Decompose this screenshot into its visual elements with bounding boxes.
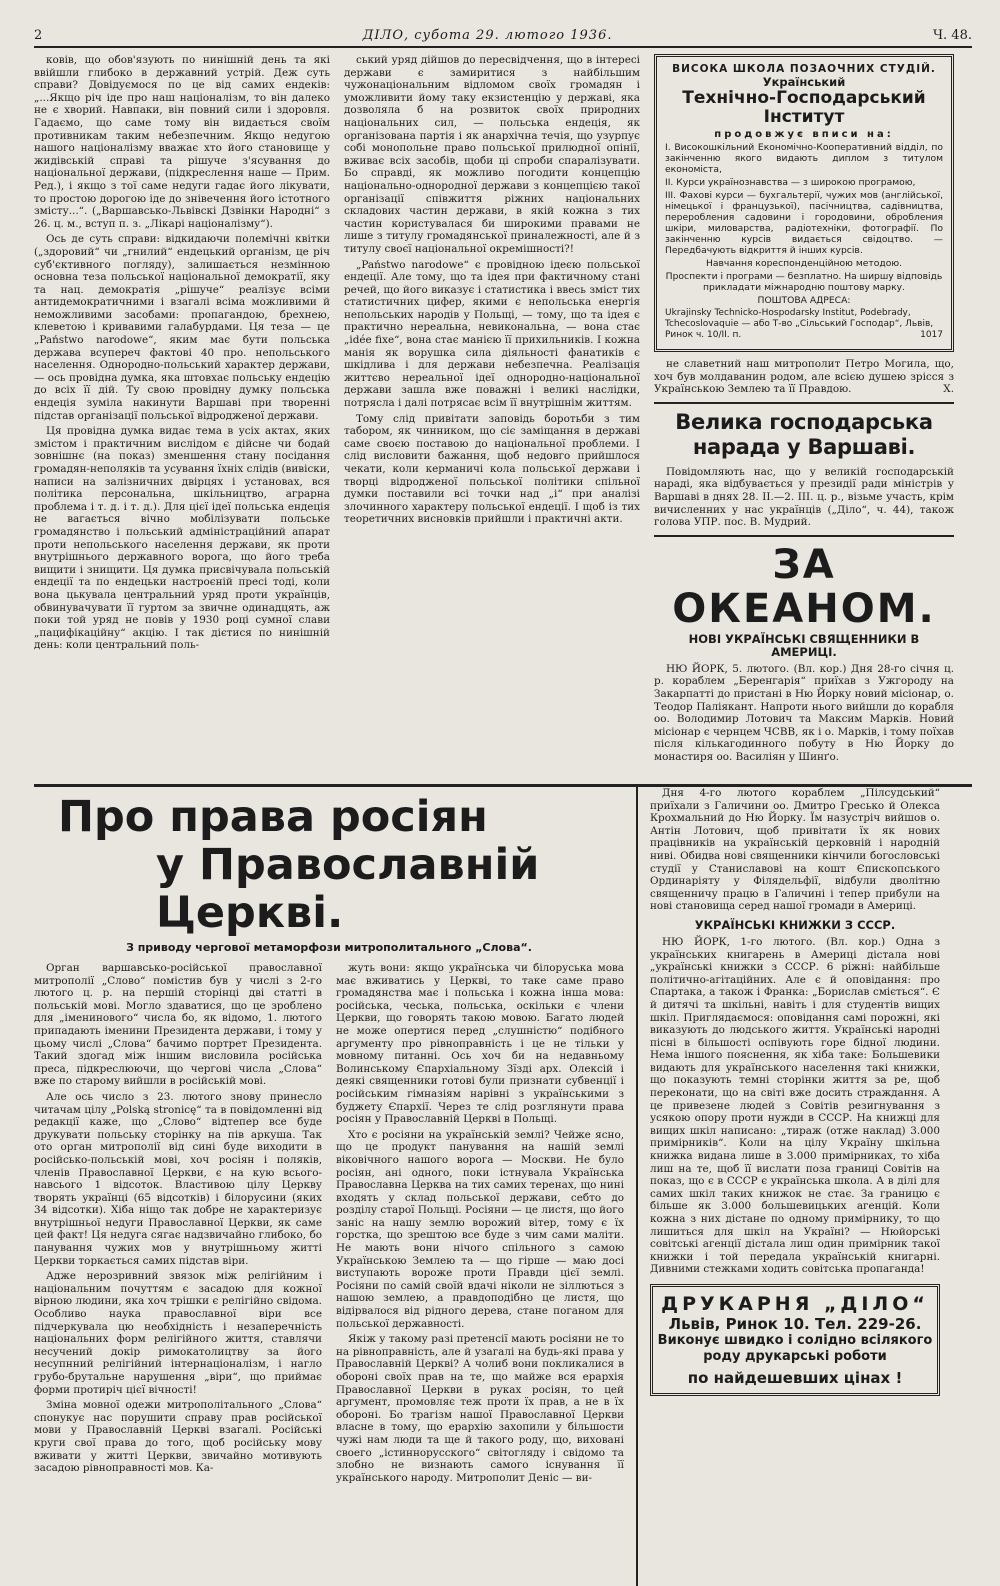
ocean-subhead-books: УКРАЇНСЬКІ КНИЖКИ З СССР. <box>694 917 896 932</box>
lead-article-col2 <box>344 54 640 780</box>
lead-article-col1 <box>34 54 330 780</box>
page-number: 2 <box>34 28 43 43</box>
ad-code: 1017 <box>920 330 943 340</box>
divider <box>654 535 954 537</box>
church-article <box>34 787 638 1586</box>
ocean-paragraph-1: НЮ ЙОРК, 5. лютого. (Вл. кор.) Дня 28-го січня ц. р. кораблем „Беренгарія“ приїхав з Ужгороду на Закарпатті до пристані в Ню Йорку новий місіонар, о. Теодор Паліякант. Напроти нього вийшли до корабля оо. Володимир Лотович та Максим Марків. Новий місіонар є чернцем ЧСВВ, як і о. Марків, і тому поїхав після кількагодинного побуту в Ню Йорку до монастиря оо. Василіян у Шинґо. <box>654 662 954 763</box>
warsaw-text: Повідомляють нас, що у великій господарській нараді, яка відбувається у президії ради міністрів у Варшаві в днях 28. II.—2. III. ц. р., візьме участь, крім вичисленних у нас українців („Діло“, ч. 44), також голова УПР. пос. В. Мудрий. <box>654 465 954 529</box>
ocean-paragraph-3: НЮ ЙОРК, 1-го лютого. (Вл. кор.) Одна з українських книгарень в Америці дістала нові „українські книжки з СССР. 6 ріжні: найбільше політично-агітаційних. Але є й оповідання: про Спартака, а також і Франка: „Борислав сміється“. Є й дитячі та шкільні, навіть і для студентів вищих шкіл. Приглядаємося: оповідання самі порожні, які виказують до людського життя. Українські народні пісні в більшості оспівують горе бідної людини. Нема іншого пояснення, як хіба таке: Большевики видають для українського населення такі книжки, що показують темні сторінки життя за ре, щоб переконати, що на світі вже досить страждання. А це привезене людей з Совітів резигнування з усякою опору проти нужди в СССР. На книжці для вищих шкіл написано: „тираж (отже наклад) 3.000 примірників“. Коли на цілу Україну шкільна книжка видана лише в 3.000 примірниках, то хіба лиш на те, щоб її вислати поза границі Совітів на показ, що є в СССР є українська школа. А в ділі для самих шкіл таких книжок не стає. За границю є більше як 3.000 большевицьких агенцій. Коли кожна з них дістане по одному примірнику, то що лишиться для шкіл на Україні? — Нюйорські совітські агенції дістала лиш один примірник такої книжки і той передала українській книгарні. Дивними стежками ходить совітська пропаганда! <box>650 935 940 1276</box>
paragraph: ський уряд дійшов до пересвідчення, що в інтересі держави є замиритися з найбільшим чужонаціональним відломом своїх громадян і уможливити йому таку екзистенцію у державі, яка дозволяла б на розвиток своїх природних національних сил, — польська ендеція, як організована партія і як анархічна течія, що узурпує собі монопольне право польської прилюдної опінії, вживає всіх засобів, щоби ці спроби спаралізувати. Бо справді, як можливо погодити концепцію національно-однородної держави з концепцією такої організації співжиття ріжних національних складових частин держави, в якій кожна з тих частин користувалася би широкими правами не лише з титулу громадянської приналежності, але й з титулу своєї національної окремішності?! <box>344 54 640 255</box>
paragraph: Тому слід привітати заповідь боротьби з тим табором, як чинником, що сіє заміщання в державі саме своєю поставою до національної проблеми. І слід висловити бажання, щоб недовго прийшлося чекати, коли керманичі кола польської держави і творці відродженої польської політики спільної думки поставили всі точки над „і“ при аналізі злочинного характеру польської ендеції. І щоб із тих теоретичних висновків прийшли і практичні акти. <box>344 412 640 526</box>
continuation-text: не славетний наш митрополит Петро Могила, що, хоч був молдаванин родом, але всією душею зрісся з Українською Землею та її Правдою. <box>654 358 954 396</box>
institute-ad <box>654 54 954 352</box>
masthead-date: ДІЛО, субота 29. лютого 1936. <box>362 28 613 43</box>
printing-house-ad <box>650 1284 940 1396</box>
divider <box>654 402 954 404</box>
bottom-section <box>34 787 972 1586</box>
paragraph: Орган варшавсько-російської православної митрополії „Слово“ помістив був у числі з 2-го лютого ц. р. на першій сторінці дві статті в польській мові. Могло здаватися, що це зроблено для „іменинового“ числа бо, як відомо, 1. лютого припадають іменини Президента держави, і тому у цьому числі „Слова“ бачимо портрет Президента. Такий здогад між іншим висловила російська преса, підкреслюючи, що чергові числа „Слова“ вже по старому вийшли в російській мові. <box>34 962 322 1088</box>
ad-address <box>665 308 943 341</box>
signature: Х. <box>943 383 954 396</box>
paragraph: Зміна мовної одежи митрополітального „Слова“ спонукує нас порушити справу прав російської мови у Православній Церкві взагалі. Російські круги свої права до того, щоб російську мову вживати у житті Церкви, звичайно мотивують засадою рівноправності мов. Ка- <box>34 1399 322 1475</box>
druk-title: ДРУКАРНЯ „ДІЛО“ <box>661 1292 929 1315</box>
right-column-top <box>654 54 954 780</box>
ad-item: ІІ. Курси українознавства — з широкою програмою, <box>665 177 916 188</box>
page-header <box>34 28 972 48</box>
ad-line: продовжує вписи на: <box>714 129 894 140</box>
ad-line: Український <box>762 75 846 89</box>
paragraph: Але ось число з 23. лютого знову принесло читачам цілу „Polską stronicę“ та в повідомленні від редакції каже, що „Слово“ відтепер все буде друкувати польську сторінку на пів аркуша. Так ото орган митрополії від сині буде виходити в російсько-польській мові, хоч росіян і поляків, членів Православної Церкви, є на кую всього-навсього 1 відсоток. Властивою цілу Церкву творять українці (65 відсотків) і білорусини (яких 34 відсотки). Хіба ніщо так добре не характеризує внутрішньої недуги Православної Церкви, як саме цей факт! Ця недуга сягає надзвичайно глибоко, бо панування чужих мов у внутрішньому житті Церкви торкається самих підстав віри. <box>34 1090 322 1267</box>
paragraph: Ось де суть справи: відкидаючи полемічні квітки („здоровий“ чи „гнилий“ ендецький організм, це річ суб'єктивного погляду), залишається незмінною основна теза польської національної демократії, яку та нац. демократія „рішуче“ реалізує всіми антидемократичними і взагалі всіма можливими й неможливими засобами: пропагандою, брехнею, клеветою і кривавими галабурдами. Ця теза — це „Państwo narodowe“, яким має бути польська держава всупереч фактові 40 про. непольського населення. Однородно-польський характер держави, — ось провідна думка, яка штовхає польську ендецію до всіх її дій. Ту свою провідну думку польська ендеція зуміла накинути Варшаві при творенні підстав організації польської відродженої держави. <box>34 233 330 422</box>
article-title-line1: Про права росіян <box>58 792 488 842</box>
paragraph: Адже нерозривний звязок між релігійним і національним почуттям є засадою для кожної вірною людини, яка хоч трішки є релігійно свідома. Особливо наука православної віри все підчеркувала цю необхідність і незаперечність національних форм релігійного життя, ставлячи несучений докір римокатолицтву за його несупнний релігійний інтернаціоналізм, і нагло грубо-брутальне нарушення „віри“, що приймає форми протиріч цієї вічності! <box>34 1270 322 1396</box>
ocean-subhead-priests: НОВІ УКРАЇНСЬКІ СВЯЩЕННИКИ В АМЕРИЦІ. <box>688 631 920 659</box>
ad-item: ІІІ. Фахові курси — бухгальтерії, чужих мов (англійської, німецької і французької), пасічництва, садівництва, переробления садовини і городовини, обробления шкіри, миловарства, радіотехніки, фотографії. По закінченню курсів видається свідоцтво. — Передбачують відкриття й інших курсів. <box>665 190 943 256</box>
article-col-left <box>34 962 322 1487</box>
paragraph: ковів, що обов'язують по нинішній день та які ввійшли глибоко в державний устрій. Деж суть справи? Довідуємося по це від самих ендеків: „...Якщо річ іде про наш націоналізм, то він далеко не є хворий. Навпаки, він повний сили і здоровля. Гадаємо, що саме тому він видається своїм противникам таким небезпечним. Якщо недугою нашого націоналізму вважає хто його становище у жидівській справі та рішуче з'ясування до національної держави, (підкреслення наше — Прим. Ред.), і якщо з тої саме недуги гадає його лікувати, то простою дорогою іде до знівечення його істотного змісту...“. („Варшавсько-Львівскі Дзвінки Народні“ з 26. ц. м., вступ п. з. „Лікарі націоналізму“). <box>34 54 330 230</box>
article-title-line2: у Православній Церкві. <box>156 840 540 938</box>
right-column-bottom <box>638 787 940 1586</box>
ad-address-text: Ukrajinsky Technicko-Hospodarsky Institut, Podebrady, Tchecoslovaquie — або Т-во „Сільський Господар“, Львів, Ринок ч. 10/II. п. <box>665 308 934 340</box>
ad-item: І. Високошкільний Економічно-Кооперативний відділ, по закінченню якого видають диплом з титулом економіста, <box>665 142 943 175</box>
paragraph: жуть вони: якщо українська чи білоруська мова має вживатись у Церкві, то таке саме право громадянства має і польська і кожна інша мова: російська, чеська, польська, оскільки є члени Церкви, що говорять такою мовою. Багато людей не може опертися перед „слушністю“ подібного аргументу про рівноправність і це не тільки у мовному питанні. Ось хоч би на недавньому Волинському Єпархіальному Зїзді арх. Олексій і деякі священники готові були признати субвенції і російським гімназіям нарівні з українськими з буджету Єпархії. Через те слід розглянути права росіян у Православній Церкві в Польщі. <box>336 962 624 1126</box>
ad-title: Технічно-Господарський Інститут <box>682 88 926 127</box>
druk-prices: по найдешевших цінах ! <box>687 1368 903 1387</box>
ad-addr-label: ПОШТОВА АДРЕСА: <box>757 295 851 306</box>
article-body <box>34 962 624 1487</box>
ad-line: ВИСОКА ШКОЛА ПОЗАОЧНИХ СТУДІЙ. <box>672 63 936 75</box>
ad-method: Навчання кореспонденційною методою. <box>705 258 903 269</box>
mohyla-continuation <box>654 358 954 396</box>
paragraph: Ця провідна думка видає тема в усіх актах, яких змістом і практичним вислідом є дійсне чи бодай зовнішнє (на показ) зменшення стану посідання громадян-неполяків та усування їхніх слідів (вивіски, написи на залізничних двірцях і установах, вся політика персональна, шкільництво, аграрна проблема і т. д. і т. д.). Для цієї ідеї польська ендеція не вагається вічно мобілізувати польське громадянство і польський адміністраційний апарат проти непольського населення держави, як проти внутрішнього державного ворога, що його треба вищити і знищити. Ця думка присвічувала польській ендеції та по ендецьки настроєній пресі тоді, коли вона цькувала центральний уряд проти українців, обвинувачувати її гуртом за звичне одинадцять, аж поки той уряд не повів у 1930 році сумної слави „пацифікаційну“ акцію. І так дієтися по нинішній день: коли центральний поль- <box>34 425 330 652</box>
warsaw-headline: Велика господарська нарада у Варшаві. <box>675 409 933 459</box>
issue-number: Ч. 48. <box>932 28 972 43</box>
ocean-headline: ЗА ОКЕАНОМ. <box>672 541 936 632</box>
paragraph: Якіж у такому разі претенсії мають росіяни не то на рівноправність, але й узагалі на будь-які права у Православній Церкві? А чолиб вони покликалися в обороні своїх прав на те, що майже вся ерархія Православної Церкви в руках росіян, то цей аргумент, промовляє теж проти їх прав, а не в їх обороні. Бо трагізм нашої Православної Церкви власне в тому, що ерархію захопили у більшости чужі нам люди та ще й такого роду, що, виховані своего „істиннорусского“ світогляду і свідомо та злобно не визнають самого існування її українського народу. Митрополит Деніс — ви- <box>336 1333 624 1484</box>
article-subtitle: З приводу чергової метаморфози митрополитального „Слова“. <box>126 941 532 954</box>
ocean-paragraph-2: Дня 4-го лютого кораблем „Пілсудський“ приїхали з Галичини оо. Дмитро Гресько й Олекса Крохмальний до Ню Йорку. Їм назустріч вийшов о. Антін Лотович, щоб привітати їх як нових працівників на українській церковній і народній ниві. Обидва нові священники кінчили богословські студії у Станиславові на кошт Єпископського Ординаріяту у Філядельфії, відбули дволітню священничу працю в Галичині і тепер прибули на нові становища серед нашої громади в Америці. <box>650 787 940 913</box>
paragraph: Хто є росіяни на українській землі? Чейже ясно, що це продукт панування на нашій землі віковічного нашого ворога — Москви. Не було росіян, ані одного, поки істнувала Українська Православна Церква на тих самих теренах, що нині входять у склад польської держави, себто до розділу старої Польщі. Росіяни — це листя, що його заніс на нашу землю ворожий вітер, тому є їх горстка, що зрештою все буде з чим сами маліти. Не мають вони нічого спільного з самою Українською Землею та — що гірше — маю досі виступають вороже проти Правди цієї землі. Росіяни по самій своїй вдачі ніколи не зіллються з нашою землею, а правдоподібно це листя, що відірвалося від рідного дерева, стане поганом для польської державності. <box>336 1128 624 1330</box>
ad-free: Проспекти і програми — безплатно. На ширшу відповідь прикладати міжнародню поштову марку. <box>665 271 943 293</box>
paragraph: „Państwo narodowe“ є провідною ідеєю польської ендеції. Але тому, що та ідея при фактичному стані речей, що його виказує і статистика і ввесь зміст тих статистичних цифер, якими є непольська енергія непольських народів у Польщі, — тому, що та ідея є практично нереальна, невикональна, — вона стає „idée fixe“, вона стає манією її прихильників. І кожна манія як ворушка сила діяльності фанатиків є шкідлива і для держави небезпечна. Реалізація життєво нереальної ідеї однородно-національної держави зашла вже поважні і великі наслідки, потрясла і далі потрясає всім її внутрішнім життям. <box>344 258 640 410</box>
article-col-right <box>336 962 624 1487</box>
druk-address: Львів, Ринок 10. Тел. 229-26. <box>668 1314 922 1333</box>
druk-services: Виконує швидко і солідно всілякого роду друкарські роботи <box>657 1332 933 1364</box>
top-section <box>34 54 972 780</box>
